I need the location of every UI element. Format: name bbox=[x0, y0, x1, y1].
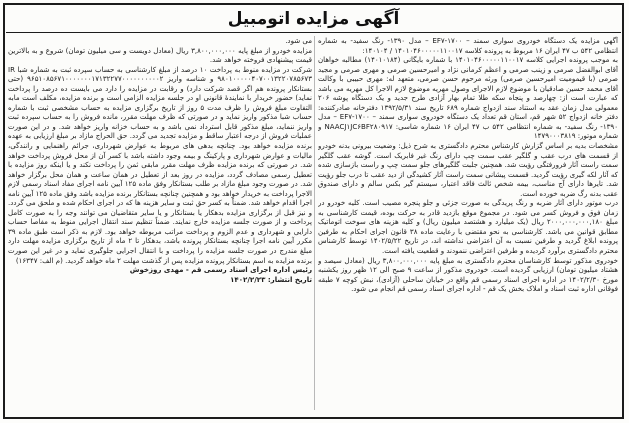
notice-paragraph: آگهی مزایده یک دستگاه خودروی سواری سمند – EF۷-۱۷۰۰ – مدل ۱۳۹۰- رنگ سفید- به شماره انتظامی ۵۴۲ ب ۴۷ ایران ۱۶ مربوط به پرونده کلاسه ۱۴۰۱۰۴۶۰۰۰۰۰۱۱۰۰۱۷ / ۱۴۰۱۰۴: bbox=[318, 36, 618, 55]
signature-line: رئیس اداره اجرای اسناد رسمی قم - مهدی روزخوش bbox=[129, 265, 312, 275]
notice-paragraph: مشخصات بدیه بر اساس گزارش کارشناس محترم دادگستری به شرح ذیل: وضعیت بیرونی بدنه خودرو از قسمت های درب عقب و گلگیر عقب سمت چپ دارای رنگ غیر فابریک است. گوشه عقب گلگیر سمت راست آثار فرورفتگی رؤیت شد. همچنین جلبت گلگیرهای جلو سمت چپ و راست بازسازی شده که آثار لکه گیری رؤیت گردید. قسمت پیشانی سمت راست آثار کشیدگی از دید عقب تا درب جلو رؤیت شد. تایرها دارای آج مناسب، بیمه شخص ثالث فاقد اعتبار، سیستم گیر بکس سالم و دارای صندوق عقب بدنه رگ ضربه خورده است. bbox=[318, 141, 618, 198]
notice-paragraph: می شود. bbox=[285, 36, 312, 45]
publication-date: تاریخ انتشار: ۱۴۰۲/۲/۲۳ bbox=[230, 274, 312, 284]
notice-left-column bbox=[8, 36, 312, 412]
notice-paragraph: خودروی مذکور توسط کارشناسان محترم دادگستری به مبلغ پایه ۳,۸۰۰,۰۰۰,۰۰۰ ریال (معادل سیصد و هشتاد میلیون تومان) ارزیابی گردیده است. خودروی مذکور از ساعت ۹ صبح الی ۱۲ ظهر روز یکشنبه مورخ ۱۴۰۲/۲/۳۰ در اداره اجرای اسناد رسمی قم واقع در خیابان ساحلی (آزادی)، نبش کوچه ۷ طبقه فوقانی اداره ثبت اسناد و املاک بخش یک قم - اداره اجرای اسناد رسمی قم انجام می شود. bbox=[318, 255, 618, 294]
notice-right-column bbox=[318, 36, 618, 412]
notice-paragraph: به موجب پرونده اجرایی کلاسه ۱۴۰۱۰۴۶۰۰۰۰۰۱۱۰۰۱۷ با شماره بایگانی (۱۴۰۱۰۱۸۴) مطالبه خواهان آقای ابوالفضل صرمی و زینب صرمی و اعظم کرمانی نژاد و امیرحسین صرمی و مهری صرمی و مجید صرمی (با قیمومیت امیرحسین صرمی) ورثه مرحوم حسن صرمی، متعهد له: مهری حبیبی با وکالت آقای محمد حسین صادقیان با موضوع لازم الاجرای وصول مهریه موضوع لازم الاجرا کل مهریه می باشد که عبارت است از: چهارصد و پنجاه سکه طلا تمام بهار آزادی طرح جدید و یک دستگاه پوشه ۲۰۶ معمولی مدل زمان عقد به استناد سند ازدواج شماره ۶۸۹ تاریخ سند ۱۳۹۲/۵/۳۱ دفترخانه صادرکننده: دفتر خانه ازدواج ۵۲ شهر قم، استان قم تعداد یک دستگاه خودروی سواری سمند – EF۷-۱۷۰۰ – مدل ۱۳۹۰- رنگ سفید- به شماره انتظامی ۵۴۲ ب ۴۷ ایران ۱۶ شماره شاسی: NAACJ۱JC۶BF۲۸۰۹۱۷ و شماره موتور: ۱۴۷۹۰۰۰۳۸۱۹ bbox=[318, 55, 618, 141]
notice-title: آگهی مزایده اتومبیل bbox=[6, 6, 621, 33]
column-divider bbox=[314, 36, 315, 410]
notice-paragraph: درب موتور دارای آثار ضربه و رنگ پریدگی به صورت جزئی و جلو پنجره مصیب است. کلیه خودرو در زمان فوق و فروش کسر می شود. در مجموع موقع بازدید قادر به حرکت بوده، قیمت کارشناسی به مبلغ ۲۰۰۰,۰۰۰,۰۰۰,۱۸۰ ریال (یک میلیارد و هشتصد میلیون ریال) و کلیه هزینه های سوخت اتوماتیک مطابق قوانین می باشد. کارشناسی به نحو مقتضی با رعایت ماده ۳۸ قانون اجرای احکام به طرفین پرونده ابلاغ گردید و طرفین نسبت به آن اعتراضی نداشته اند، در تاریخ ۱۴۰۲/۵/۲۲ توسط کارشناس محترم دادگستری برآورد گردیده و طرفین اعتراضی ننمودند و قطعیت یافته است. bbox=[318, 198, 618, 256]
notice-paragraph: مزایده خودرو از مبلغ پایه ۳,۸۰۰,۰۰۰,۰۰۰ ریال (معادل دویست و سی میلیون تومان) شروع و به بالاترین قیمت پیشنهادی فروخته خواهد شد. bbox=[8, 45, 312, 65]
notice-paragraph: شرکت در مزایده منوط به پرداخت ۱۰ درصد از مبلغ کارشناسی به حساب سپرده ثبت به شماره شبا IR ۹۸۰۱۰۰۰۰۰۴۰۷۰۰۱۳۲۲۰۷۸۵۶۷۳ و شناسه واریز ۹۶۵۱۰۸۵۶۷۱۰۰۰۰۰۰۰۱۷۱۳۲۲۷۷۰۰۰۰۰۰۰۰۰۰۲ (حتی بستانکار پرونده هم اگر قصد شرکت دارد) و رقابت در مزایده را دارد می بایست ده درصد را پرداخت نماید) حضور خریدار با نمایندهٔ قانونی او در جلسه مزایده الزامی است و برنده مزایده، مکلف است مابه التفاوت مبلغ فروش را ظرف مدت ۵ روز از تاریخ برگزاری مزایده به حساب مشخصی ثبت با شماره حساب شبا مذکور واریز نماید و در صورتی که ظرف مهلت مقرر، مانده فروش را به حساب سپرده ثبت واریز ننماید، مبلغ مذکور قابل استرداد نمی باشد و به حساب خزانه واریز خواهد شد. و در این صورت عملیات فروش از درجه اعتبار ساقط و مزایده تجدید می گردد. حق الحراج مازاد بر مبلغ ارزیابی به عهده برنده مزایده خواهد بود. چنانچه بدهی های مربوط به عوارض شهرداری، جرائم راهنمایی و رانندگی، مالیات و عوارض شهرداری و پارکینگ و بیمه وجود داشته باشد با کسر آن از محل فروش پرداخت خواهد شد. در صورتی که برنده مزایده ظرف مهلت مقرر مابقی ثمن را پرداخت نکند و یا اینکه روز مزایده با تعطیل رسمی مصادف گردد، مزایده در روز بعد از تعطیل در همان ساعت و همان محل برگزار خواهد شد. در صورت وجود مبلغ مازاد بر طلب بستانکار وفق ماده ۱۲۵ آیین نامه اجرای مفاد اسناد رسمی لازم الاجرا پرداخت به خریدار خواهد بود و همچنین چنانچه بستانکار برنده مزایده باشد وفق ماده ۱۲۵ آیین نامه اجرا اقدام خواهد شد. ضمناً به کسر حق ثبت و سایر هزینه ها که در اجرای احکام شده و ملحق می گردد. و نیز قبل از برگزاری مزایده بدهکار یا بستانکار و یا سایر متقاضیان می توانند وجه را به صورت کامل پرداخت و از صورت جلسه مزایده خارج نمایند. ضمناً تنظیم سند انتقال اجرایی منوط به مفاصا حساب دارایی و شهرداری و عدم الزوم و پرداخت مراتب مربوطه خواهد بود. لازم به ذکر است طبق ماده ۳۹ مکرر آیین نامه اجرا چنانچه بستانکار پرونده باشد، بدهکار تا ۲ ماه از تاریخ برگزاری مزایده مهلت دارد مبلغ مندرج در صورت جلسه مزایده را پرداخت و با انتقال اجرایی جلوگیری نماید و در غیر این صورت برنده مزایده به اسم بستانکار پرونده مزایده پس از گذشت مهلت ۲ ماه خواهد گردید. (م الف: ۱۶۳۴۷) bbox=[8, 64, 312, 265]
